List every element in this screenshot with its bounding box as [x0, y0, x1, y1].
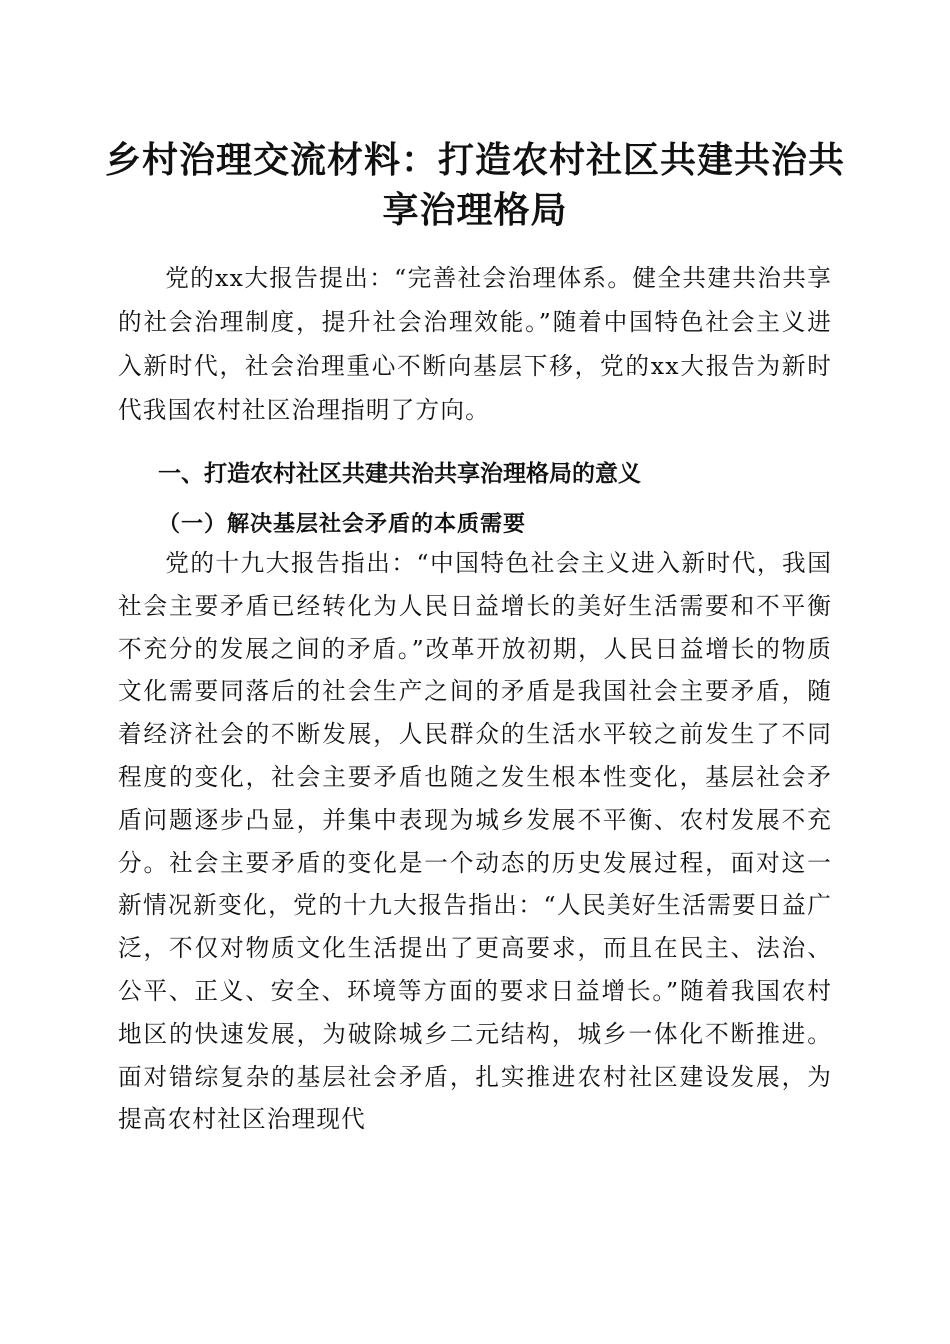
intro-paragraph: 党的xx大报告提出：“完善社会治理体系。健全共建共治共享的社会治理制度，提升社会治理效能。”随着中国特色社会主义进入新时代，社会治理重心不断向基层下移，党的xx大报告为新时代我国农村社区治理指明了方向。 [118, 264, 832, 424]
document-title-line-1: 乡村治理交流材料：打造农村社区共建共治共 [104, 139, 845, 181]
section-heading: 一、打造农村社区共建共治共享治理格局的意义 [158, 461, 641, 487]
document-title-line-2: 享治理格局 [382, 189, 568, 231]
body-paragraph: 党的十九大报告指出：“中国特色社会主义进入新时代，我国社会主要矛盾已经转化为人民日益增长的美好生活需要和不平衡不充分的发展之间的矛盾。”改革开放初期，人民日益增长的物质文化需要同落后的社会生产之间的矛盾是我国社会主要矛盾，随着经济社会的不断发展，人民群众的生活水平较之前发生了不同程度的变化，社会主要矛盾也随之发生根本性变化，基层社会矛盾问题逐步凸显，并集中表现为城乡发展不平衡、农村发展不充分。社会主要矛盾的变化是一个动态的历史发展过程，面对这一新情况新变化，党的十九大报告指出：“人民美好生活需要日益广泛，不仅对物质文化生活提出了更高要求，而且在民主、法治、公平、正义、安全、环境等方面的要求日益增长。”随着我国农村地区的快速发展，为破除城乡二元结构，城乡一体化不断推进。面对错综复杂的基层社会矛盾，扎实推进农村社区建设发展，为提高农村社区治理现代 [118, 549, 832, 1134]
subsection-heading: （一）解决基层社会矛盾的本质需要 [158, 511, 527, 537]
